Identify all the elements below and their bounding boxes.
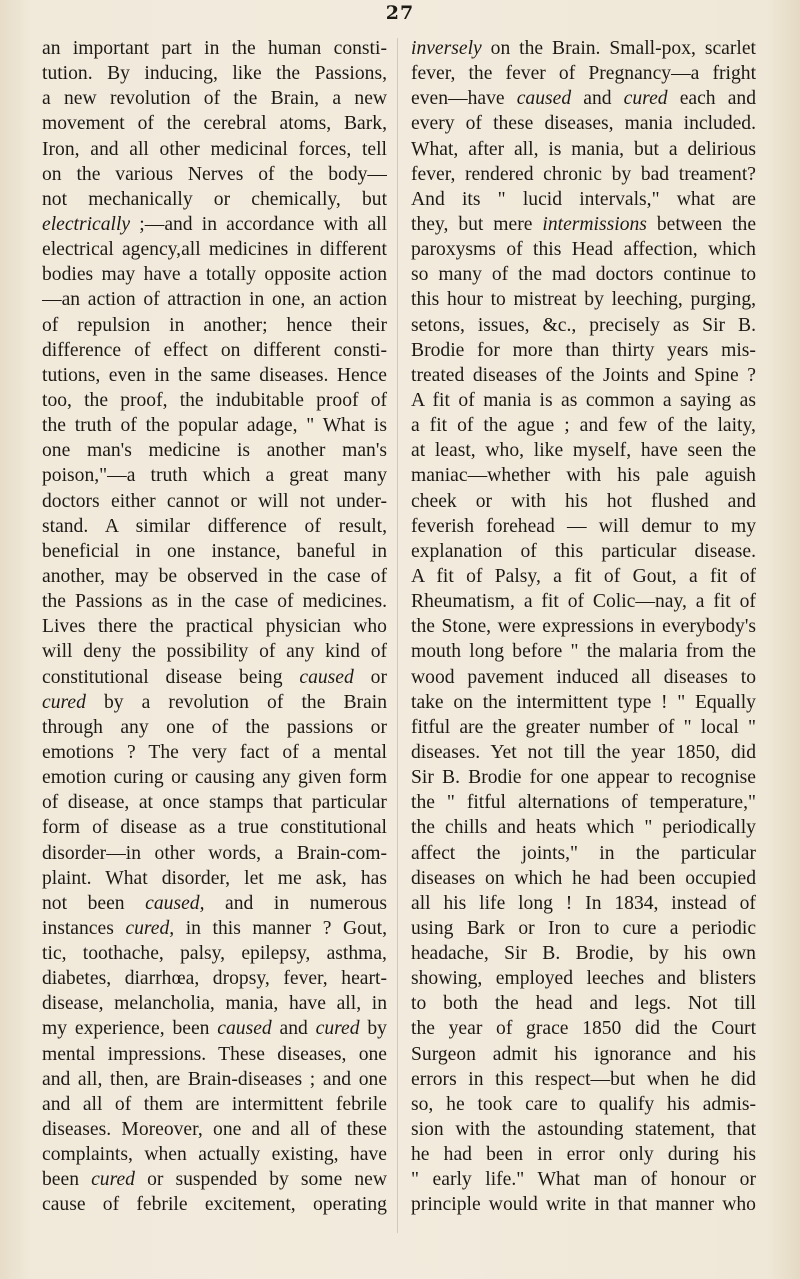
right-column-line: sion with the astounding statement, that (411, 1119, 756, 1141)
right-text-column (411, 36, 756, 1218)
right-column-line: paroxysms of this Head affection, which (411, 239, 756, 261)
right-column-line: affect the joints," in the particular (411, 842, 756, 864)
right-column-line: wood pavement induced all diseases to (411, 666, 756, 688)
right-column-line: using Bark or Iron to cure a periodic (411, 917, 756, 939)
left-column-line: —an action of attraction in one, an action (42, 289, 387, 311)
left-column-line: beneficial in one instance, baneful in (42, 540, 387, 562)
right-column-line: A fit of mania is as common a saying as (411, 389, 756, 411)
left-text-column (42, 36, 387, 1218)
left-column-line: the Passions as in the case of medicines. (42, 591, 387, 613)
right-column-line: diseases. Yet not till the year 1850, did (411, 741, 756, 763)
left-column-line: disease, melancholia, mania, have all, in (42, 993, 387, 1015)
right-column-line: a fit of the ague ; and few of the laity, (411, 415, 756, 437)
page-number: 27 (385, 2, 415, 24)
left-column-line: Lives there the practical physician who (42, 616, 387, 638)
left-column-line: instances cured, in this manner ? Gout, (42, 917, 387, 939)
right-column-line: the Stone, were expressions in everybody's (411, 616, 756, 638)
left-column-line: Iron, and all other medicinal forces, tell (42, 138, 387, 160)
right-column-line: treated diseases of the Joints and Spine ? (411, 364, 756, 386)
right-column-line: errors in this respect—but when he did (411, 1068, 756, 1090)
right-column-line: Rheumatism, a fit of Colic—nay, a fit of (411, 591, 756, 613)
left-column-line: diabetes, diarrhœa, dropsy, fever, heart- (42, 968, 387, 990)
right-column-line: Brodie for more than thirty years mis- (411, 339, 756, 361)
right-column-line: explanation of this particular disease. (411, 540, 756, 562)
right-column-line: diseases on which he had been occupied (411, 867, 756, 889)
left-column-line: not been caused, and in numerous (42, 892, 387, 914)
right-column-line: fever, rendered chronic by bad treament? (411, 163, 756, 185)
right-column-line: so many of the mad doctors continue to (411, 264, 756, 286)
right-column-line: fitful are the greater number of " local " (411, 716, 756, 738)
left-column-line: of disease, at once stamps that particular (42, 792, 387, 814)
column-gutter (397, 38, 398, 1233)
left-column-line: and all, then, are Brain-diseases ; and one (42, 1068, 387, 1090)
right-column-line: Sir B. Brodie for one appear to recognise (411, 767, 756, 789)
left-column-line: poison,"—a truth which a great many (42, 465, 387, 487)
right-column-line: they, but mere intermissions between the (411, 213, 756, 235)
right-column-line: And its " lucid intervals," what are (411, 188, 756, 210)
left-column-line: complaints, when actually existing, have (42, 1144, 387, 1166)
left-column-line: too, the proof, the indubitable proof of (42, 389, 387, 411)
left-column-line: will deny the possibility of any kind of (42, 641, 387, 663)
left-column-line: an important part in the human consti- (42, 38, 387, 59)
left-column-line: emotions ? The very fact of a mental (42, 741, 387, 763)
left-column-line: tic, toothache, palsy, epilepsy, asthma, (42, 943, 387, 965)
left-column-line: mental impressions. These diseases, one (42, 1043, 387, 1065)
left-column-line: a new revolution of the Brain, a new (42, 88, 387, 110)
left-column-line: diseases. Moreover, one and all of these (42, 1119, 387, 1141)
right-column-line: the year of grace 1850 did the Court (411, 1018, 756, 1040)
left-column-line: movement of the cerebral atoms, Bark, (42, 113, 387, 135)
left-column-line: emotion curing or causing any given form (42, 767, 387, 789)
right-column-line: maniac—whether with his pale aguish (411, 465, 756, 487)
right-column-line: the " fitful alternations of temperature," (411, 792, 756, 814)
left-column-line: electrical agency,all medicines in different (42, 239, 387, 261)
left-column-line: plaint. What disorder, let me ask, has (42, 867, 387, 889)
right-column-line: " early life." What man of honour or (411, 1169, 756, 1191)
left-column-line: my experience, been caused and cured by (42, 1018, 387, 1040)
right-column-line: principle would write in that manner who (411, 1194, 756, 1216)
right-column-line: cheek or with his hot flushed and (411, 490, 756, 512)
left-column-line: bodies may have a totally opposite action (42, 264, 387, 286)
left-column-line: the truth of the popular adage, " What is (42, 415, 387, 437)
left-column-line: not mechanically or chemically, but (42, 188, 387, 210)
left-column-line: cured by a revolution of the Brain (42, 691, 387, 713)
left-column-line: one man's medicine is another man's (42, 440, 387, 462)
left-column-line: been cured or suspended by some new (42, 1169, 387, 1191)
right-column-line: fever, the fever of Pregnancy—a fright (411, 63, 756, 85)
right-column-line: take on the intermittent type ! " Equally (411, 691, 756, 713)
left-column-line: through any one of the passions or (42, 716, 387, 738)
left-column-line: doctors either cannot or will not under- (42, 490, 387, 512)
right-column-line: so, he took care to qualify his admis- (411, 1093, 756, 1115)
right-column-line: headache, Sir B. Brodie, by his own (411, 943, 756, 965)
right-column-line: at least, who, like myself, have seen the (411, 440, 756, 462)
left-column-line: stand. A similar difference of result, (42, 515, 387, 537)
left-column-line: cause of febrile excitement, operating (42, 1194, 387, 1216)
right-column-line: to both the head and legs. Not till (411, 993, 756, 1015)
right-column-line: inversely on the Brain. Small-pox, scarlet (411, 38, 756, 59)
left-column-line: on the various Nerves of the body— (42, 163, 387, 185)
right-column-line: every of these diseases, mania included. (411, 113, 756, 135)
right-column-line: feverish forehead — will demur to my (411, 515, 756, 537)
left-column-line: constitutional disease being caused or (42, 666, 387, 688)
right-column-line: Surgeon admit his ignorance and his (411, 1043, 756, 1065)
right-column-line: mouth long before " the malaria from the (411, 641, 756, 663)
right-column-line: setons, issues, &c., precisely as Sir B. (411, 314, 756, 336)
left-column-line: disorder—in other words, a Brain-com- (42, 842, 387, 864)
left-column-line: of repulsion in another; hence their (42, 314, 387, 336)
left-column-line: difference of effect on different consti- (42, 339, 387, 361)
right-column-line: this hour to mistreat by leeching, purging, (411, 289, 756, 311)
right-column-line: even—have caused and cured each and (411, 88, 756, 110)
left-column-line: form of disease as a true constitutional (42, 817, 387, 839)
right-column-line: he had been in error only during his (411, 1144, 756, 1166)
left-column-line: tutions, even in the same diseases. Hence (42, 364, 387, 386)
left-column-line: tution. By inducing, like the Passions, (42, 63, 387, 85)
left-column-line: another, may be observed in the case of (42, 565, 387, 587)
left-column-line: and all of them are intermittent febrile (42, 1093, 387, 1115)
right-column-line: showing, employed leeches and blisters (411, 968, 756, 990)
right-column-line: What, after all, is mania, but a delirious (411, 138, 756, 160)
right-column-line: the chills and heats which " periodically (411, 817, 756, 839)
right-column-line: all his life long ! In 1834, instead of (411, 892, 756, 914)
right-column-line: A fit of Palsy, a fit of Gout, a fit of (411, 565, 756, 587)
left-column-line: electrically ;—and in accordance with all (42, 213, 387, 235)
